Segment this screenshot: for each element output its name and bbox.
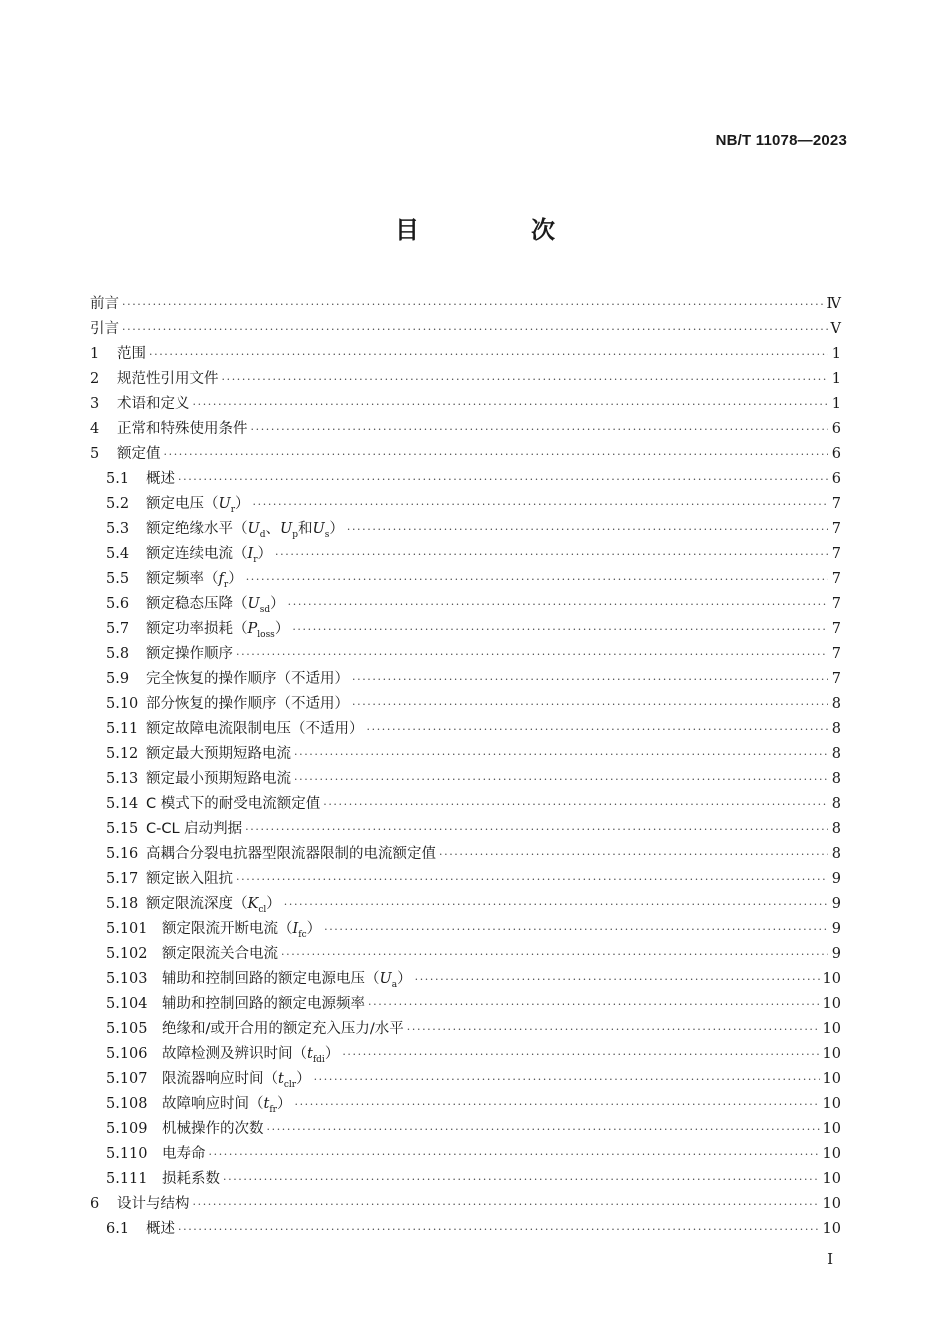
toc-entry-title: C 模式下的耐受电流额定值 (146, 796, 321, 812)
dot-leader (164, 442, 829, 467)
toc-entry-page: 8 (831, 846, 841, 862)
toc-entry-title: 正常和特殊使用条件 (117, 421, 248, 437)
toc-entry-number: 5.9 (106, 671, 130, 687)
toc-entry-number: 5.108 (106, 1096, 148, 1112)
toc-entry-number: 4 (90, 421, 100, 437)
dot-leader (294, 767, 828, 792)
dot-leader (246, 567, 828, 592)
toc-entry[interactable] (90, 767, 841, 792)
toc-entry-title: 额定限流关合电流 (162, 946, 278, 962)
dot-leader (352, 692, 828, 717)
toc-entry-title: C-CL 启动判据 (146, 821, 243, 837)
toc-entry-number: 5.16 (106, 846, 139, 862)
toc-entry-title: 辅助和控制回路的额定电源电压$(U_a)$ (162, 971, 412, 990)
dot-leader (275, 542, 828, 567)
toc-entry[interactable] (90, 642, 841, 667)
toc-entry-page: 10 (822, 1121, 841, 1137)
toc-entry-number: 5.110 (106, 1146, 148, 1162)
dot-leader (122, 317, 828, 342)
toc-entry-page: 10 (822, 971, 841, 987)
toc-entry-title: 额定连续电流$(I_r)$ (146, 546, 273, 565)
toc-entry-title: 机械操作的次数 (162, 1121, 264, 1137)
dot-leader (281, 942, 828, 967)
dot-leader (324, 917, 828, 942)
toc-entry-page: 9 (831, 946, 841, 962)
toc-entry[interactable] (90, 542, 841, 567)
toc-entry-title: 电寿命 (162, 1146, 206, 1162)
toc-entry[interactable] (90, 992, 841, 1017)
dot-leader (178, 467, 828, 492)
dot-leader (236, 642, 828, 667)
toc-entry[interactable] (90, 317, 841, 342)
toc-entry-number: 5.106 (106, 1046, 148, 1062)
toc-entry[interactable] (90, 792, 841, 817)
document-code: NB/T 11078—2023 (715, 132, 847, 149)
toc-entry-page: 10 (822, 1196, 841, 1212)
toc-entry-number: 5.8 (106, 646, 130, 662)
toc-entry[interactable] (90, 292, 841, 317)
toc-entry-page: 7 (831, 571, 841, 587)
dot-leader (294, 742, 828, 767)
toc-entry-page: 10 (822, 1096, 841, 1112)
dot-leader (368, 992, 820, 1017)
toc-entry-number: 5 (90, 446, 100, 462)
dot-leader (267, 1117, 820, 1142)
toc-entry-number: 5.11 (106, 721, 139, 737)
toc-entry-page: 7 (831, 596, 841, 612)
toc-entry-number: 5.5 (106, 571, 130, 587)
toc-entry-number: 5.103 (106, 971, 148, 987)
toc-entry[interactable] (90, 1017, 841, 1042)
dot-leader (347, 517, 828, 542)
toc-entry[interactable] (90, 417, 841, 442)
toc-entry[interactable] (90, 667, 841, 692)
toc-entry-number: 5.102 (106, 946, 148, 962)
dot-leader (245, 817, 828, 842)
toc-entry-page: 8 (831, 771, 841, 787)
toc-entry[interactable] (90, 1067, 841, 1092)
toc-entry-title: 术语和定义 (117, 396, 190, 412)
toc-entry-page: 10 (822, 996, 841, 1012)
toc-entry-title: 额定操作顺序 (146, 646, 233, 662)
toc-entry-page: 1 (831, 371, 841, 387)
toc-entry-page: 10 (822, 1046, 841, 1062)
toc-entry-page: 6 (831, 446, 841, 462)
toc-entry-page: Ⅳ (826, 296, 841, 312)
toc-entry[interactable] (90, 442, 841, 467)
toc-entry-title: 额定值 (117, 446, 161, 462)
toc-entry[interactable] (90, 1042, 841, 1067)
toc-entry-page: 7 (831, 546, 841, 562)
dot-leader (294, 1092, 819, 1117)
toc-entry-number: 5.7 (106, 621, 130, 637)
toc-entry-title: 额定绝缘水平（$U_d$、$U_p$和$U_s$） (146, 521, 344, 540)
toc-entry-title: 范围 (117, 346, 146, 362)
toc-entry-page: 6 (831, 471, 841, 487)
toc-entry-title: 高耦合分裂电抗器型限流器限制的电流额定值 (146, 846, 436, 862)
toc-entry[interactable] (90, 392, 841, 417)
toc-entry-number: 5.104 (106, 996, 148, 1012)
toc-entry[interactable] (90, 1217, 841, 1242)
toc-entry-page: 7 (831, 621, 841, 637)
toc-entry-title: 引言 (90, 321, 119, 337)
toc-entry-title: 设计与结构 (117, 1196, 190, 1212)
toc-entry-title: 部分恢复的操作顺序（不适用） (146, 696, 349, 712)
dot-leader (367, 717, 829, 742)
toc-entry-page: 9 (831, 921, 841, 937)
toc-entry-title: 规范性引用文件 (117, 371, 219, 387)
dot-leader (236, 867, 828, 892)
toc-entry-page: 10 (822, 1221, 841, 1237)
toc-entry-number: 3 (90, 396, 100, 412)
toc-entry-page: 1 (831, 396, 841, 412)
toc-entry[interactable] (90, 942, 841, 967)
toc-entry-page: 8 (831, 696, 841, 712)
toc-entry-number: 5.101 (106, 921, 148, 937)
toc-entry[interactable] (90, 367, 841, 392)
toc-entry[interactable] (90, 1167, 841, 1192)
toc-title: 目 次 (395, 216, 599, 244)
dot-leader (122, 292, 824, 317)
toc-entry-title: 额定稳态压降$(U_{sd})$ (146, 596, 285, 615)
toc-entry-number: 2 (90, 371, 100, 387)
toc-entry-number: 5.3 (106, 521, 130, 537)
toc-entry-number: 6.1 (106, 1221, 130, 1237)
toc-entry-title: 绝缘和/或开合用的额定充入压力/水平 (162, 1021, 404, 1037)
toc-entry[interactable] (90, 492, 841, 517)
dot-leader (222, 367, 829, 392)
toc-entry-page: 7 (831, 496, 841, 512)
toc-entry-title: 额定电压$(U_r)$ (146, 496, 250, 515)
toc-entry-number: 5.105 (106, 1021, 148, 1037)
dot-leader (323, 792, 828, 817)
dot-leader (209, 1142, 820, 1167)
toc-entry[interactable] (90, 1142, 841, 1167)
table-of-contents (90, 292, 841, 1242)
toc-entry-page: 8 (831, 821, 841, 837)
toc-entry[interactable] (90, 567, 841, 592)
toc-entry-title: 限流器响应时间$(t_{clr})$ (162, 1071, 311, 1090)
toc-entry-title: 辅助和控制回路的额定电源频率 (162, 996, 365, 1012)
toc-entry-number: 5.15 (106, 821, 139, 837)
toc-entry-title: 额定最大预期短路电流 (146, 746, 291, 762)
toc-entry-number: 1 (90, 346, 100, 362)
toc-entry-number: 5.12 (106, 746, 139, 762)
dot-leader (342, 1042, 819, 1067)
toc-entry[interactable] (90, 842, 841, 867)
toc-entry-title: 额定嵌入阻抗 (146, 871, 233, 887)
toc-entry[interactable] (90, 817, 841, 842)
dot-leader (251, 417, 829, 442)
toc-entry-number: 5.18 (106, 896, 139, 912)
toc-entry-page: 8 (831, 746, 841, 762)
page-number: I (827, 1250, 833, 1268)
dot-leader (352, 667, 828, 692)
toc-entry[interactable] (90, 342, 841, 367)
toc-entry[interactable] (90, 517, 841, 542)
dot-leader (288, 592, 828, 617)
toc-entry-page: 8 (831, 796, 841, 812)
toc-entry-number: 5.111 (106, 1171, 148, 1187)
toc-entry-number: 5.109 (106, 1121, 148, 1137)
toc-entry[interactable] (90, 1117, 841, 1142)
dot-leader (193, 1192, 820, 1217)
toc-entry-title: 完全恢复的操作顺序（不适用） (146, 671, 349, 687)
toc-entry-number: 5.107 (106, 1071, 148, 1087)
toc-entry-page: 7 (831, 521, 841, 537)
toc-entry-number: 5.1 (106, 471, 130, 487)
toc-entry-page: 1 (831, 346, 841, 362)
dot-leader (439, 842, 828, 867)
toc-entry[interactable] (90, 1092, 841, 1117)
dot-leader (415, 967, 820, 992)
toc-entry-number: 5.17 (106, 871, 139, 887)
toc-entry[interactable] (90, 917, 841, 942)
toc-entry-title: 额定功率损耗$(P_{loss})$ (146, 621, 290, 640)
toc-entry-page: 10 (822, 1021, 841, 1037)
dot-leader (253, 492, 828, 517)
dot-leader (223, 1167, 820, 1192)
toc-entry-title: 损耗系数 (162, 1171, 220, 1187)
toc-entry-page: 9 (831, 871, 841, 887)
toc-entry-page: 6 (831, 421, 841, 437)
toc-entry-page: 10 (822, 1146, 841, 1162)
toc-entry[interactable] (90, 892, 841, 917)
toc-entry-page: 9 (831, 896, 841, 912)
toc-entry-number: 5.13 (106, 771, 139, 787)
toc-entry[interactable] (90, 1192, 841, 1217)
toc-entry-title: 概述 (146, 471, 175, 487)
toc-entry-title: 前言 (90, 296, 119, 312)
dot-leader (407, 1017, 820, 1042)
toc-entry[interactable] (90, 692, 841, 717)
toc-entry-title: 额定最小预期短路电流 (146, 771, 291, 787)
toc-entry-page: 10 (822, 1171, 841, 1187)
toc-entry-title: 额定频率$(f_r)$ (146, 571, 243, 590)
toc-entry[interactable] (90, 717, 841, 742)
toc-entry-number: 5.4 (106, 546, 130, 562)
dot-leader (193, 392, 829, 417)
toc-entry[interactable] (90, 617, 841, 642)
toc-entry-number: 5.2 (106, 496, 130, 512)
dot-leader (149, 342, 828, 367)
toc-entry-number: 5.10 (106, 696, 139, 712)
toc-entry-title: 概述 (146, 1221, 175, 1237)
toc-entry[interactable] (90, 592, 841, 617)
toc-entry-title: 额定故障电流限制电压（不适用） (146, 721, 364, 737)
dot-leader (284, 892, 828, 917)
toc-entry-page: Ⅴ (830, 321, 841, 337)
toc-entry[interactable] (90, 467, 841, 492)
toc-entry-page: 7 (831, 646, 841, 662)
toc-entry-title: 故障响应时间$(t_{fr})$ (162, 1096, 292, 1115)
dot-leader (314, 1067, 820, 1092)
toc-entry-title: 额定限流开断电流$(I_{fc})$ (162, 921, 322, 940)
toc-entry-page: 7 (831, 671, 841, 687)
toc-entry[interactable] (90, 867, 841, 892)
toc-entry-number: 5.6 (106, 596, 130, 612)
toc-entry[interactable] (90, 967, 841, 992)
dot-leader (292, 617, 828, 642)
toc-entry-page: 8 (831, 721, 841, 737)
toc-entry-title: 故障检测及辨识时间$(t_{fdi})$ (162, 1046, 340, 1065)
toc-entry-page: 10 (822, 1071, 841, 1087)
toc-entry-number: 6 (90, 1196, 100, 1212)
dot-leader (178, 1217, 820, 1242)
toc-entry[interactable] (90, 742, 841, 767)
toc-entry-title: 额定限流深度$(K_{cl})$ (146, 896, 281, 915)
toc-entry-number: 5.14 (106, 796, 139, 812)
